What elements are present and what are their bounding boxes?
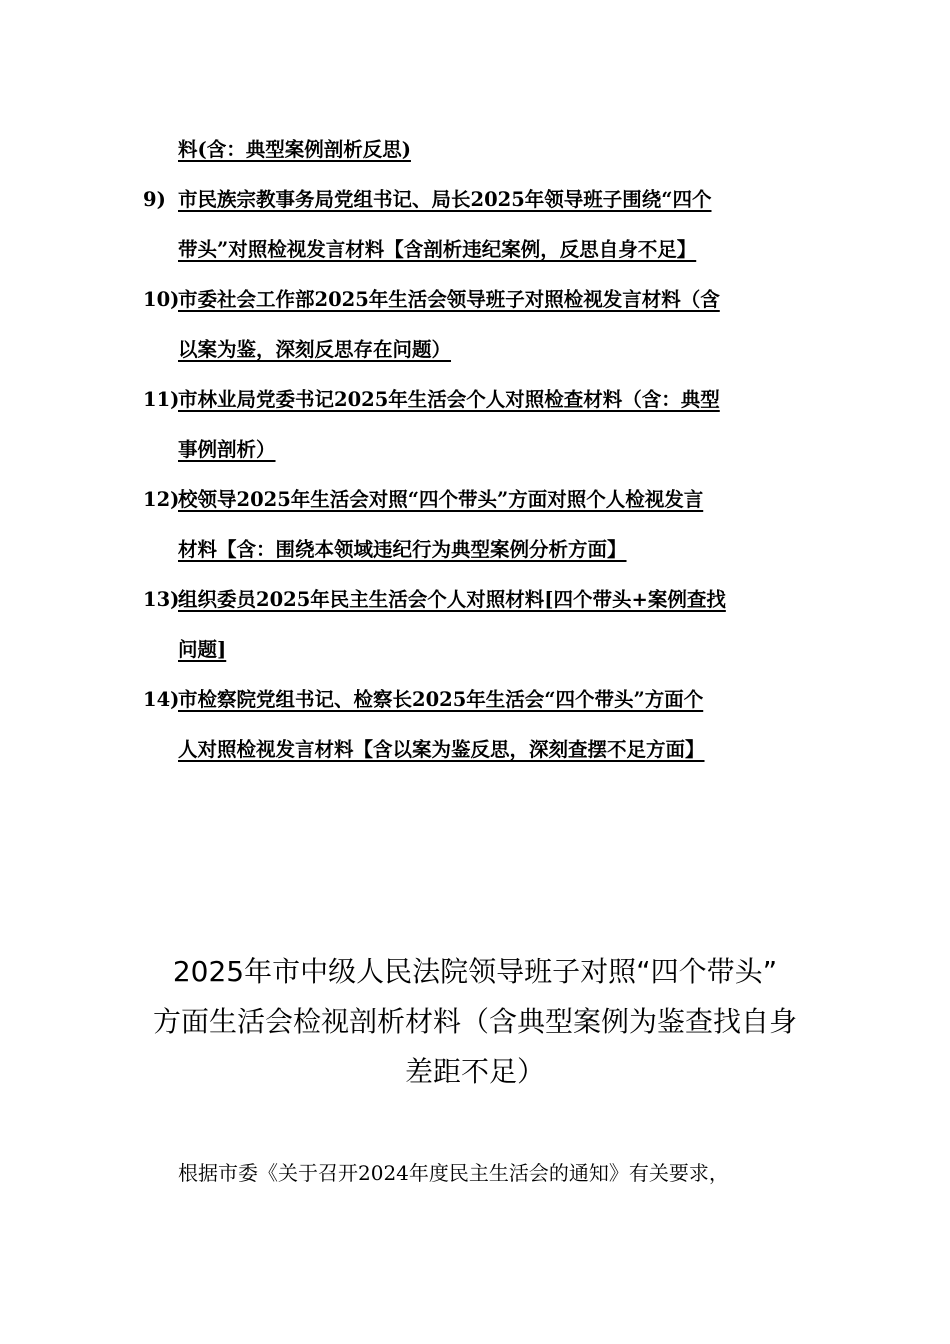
toc-continuation-link[interactable]: 料(含：典型案例剖析反思) <box>178 138 411 161</box>
toc-item-link[interactable]: 材料【含：围绕本领域违纪行为典型案例分析方面】 <box>178 538 627 561</box>
toc-item-link[interactable]: 校领导2025年生活会对照“四个带头”方面对照个人检视发言 <box>178 488 704 511</box>
toc-item-number: 12) <box>143 488 180 511</box>
toc-item-link[interactable]: 以案为鉴，深刻反思存在问题） <box>178 338 452 361</box>
document-title-line: 差距不足） <box>404 1055 545 1088</box>
toc-item-link[interactable]: 市委社会工作部2025年生活会领导班子对照检视发言材料（含 <box>178 288 720 311</box>
toc-item-number: 11) <box>143 388 180 411</box>
toc-item-link[interactable]: 人对照检视发言材料【含以案为鉴反思，深刻查摆不足方面】 <box>178 738 705 761</box>
toc-item-link[interactable]: 带头”对照检视发言材料【含剖析违纪案例，反思自身不足】 <box>178 238 697 261</box>
toc-item-link[interactable]: 问题] <box>178 638 227 661</box>
toc-item-link[interactable]: 市民族宗教事务局党组书记、局长2025年领导班子围绕“四个 <box>178 188 712 211</box>
toc-item-number: 14) <box>143 688 180 711</box>
document-title-line: 方面生活会检视剖析材料（含典型案例为鉴查找自身 <box>152 1005 797 1038</box>
toc-item-link[interactable]: 组织委员2025年民主生活会个人对照材料[四个带头+案例查找 <box>178 588 726 611</box>
toc-item-number: 10) <box>143 288 180 311</box>
toc-item-link[interactable]: 市林业局党委书记2025年生活会个人对照检查材料（含：典型 <box>178 388 720 411</box>
toc-item-link[interactable]: 事例剖析） <box>178 438 276 461</box>
body-paragraph: 根据市委《关于召开2024年度民主生活会的通知》有关要求， <box>178 1161 729 1185</box>
toc-item-link[interactable]: 市检察院党组书记、检察长2025年生活会“四个带头”方面个 <box>178 688 704 711</box>
document-title-line: 2025年市中级人民法院领导班子对照“四个带头” <box>172 955 778 988</box>
toc-item-number: 13) <box>143 588 180 611</box>
toc-item-number: 9) <box>143 188 166 211</box>
